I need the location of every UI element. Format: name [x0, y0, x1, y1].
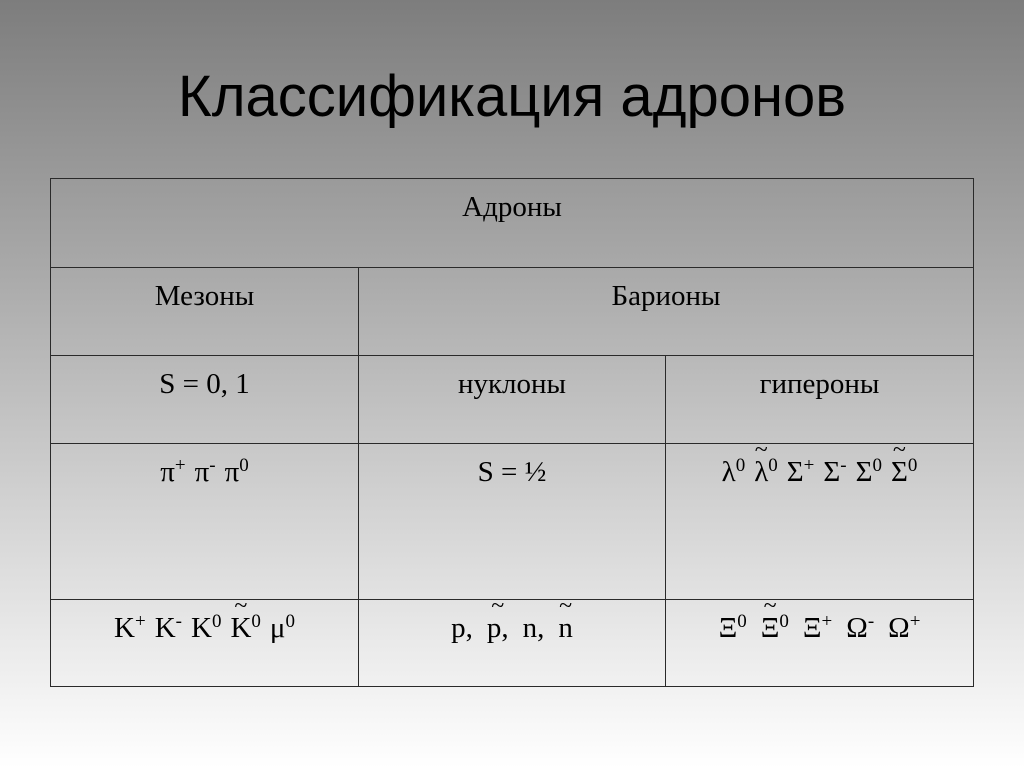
particle-symbol: π+ [160, 455, 186, 488]
particle-symbol: ~ $\Xi^0$ [761, 612, 789, 644]
particle-symbol: $\mu^0$ [269, 611, 295, 644]
particle-symbol: Σ+ [786, 455, 815, 488]
pion-list [51, 444, 359, 600]
nucleon-spin: S = ½ [359, 444, 666, 600]
meson-spin: S = 0, 1 [51, 356, 359, 444]
particle-symbol: $\lambda^0$ [721, 455, 746, 488]
particle-symbol: ~ n [558, 612, 573, 644]
particle-symbol: K- [154, 611, 182, 644]
hadron-classification-table [50, 178, 974, 687]
particle-symbol: π- [194, 455, 216, 488]
kaon-list [51, 600, 359, 687]
header-hadrons: Адроны [51, 179, 974, 268]
particle-symbol: Ω- [846, 611, 875, 644]
header-mesons: Мезоны [51, 268, 359, 356]
particle-symbol: Ξ+ [802, 611, 833, 644]
slide-title: Классификация адронов [177, 64, 847, 129]
particle-symbol: $\pi^0$ [224, 455, 249, 488]
header-baryons: Барионы [359, 268, 974, 356]
hyperon-list-1 [666, 444, 974, 600]
particle-symbol: ~ $\lambda^0$ [754, 456, 778, 488]
particle-symbol: ~ $K^0$ [230, 612, 260, 644]
header-hyperons: гипероны [666, 356, 974, 444]
particle-symbol: p, [451, 612, 473, 644]
hyperon-list-2 [666, 600, 974, 687]
header-nucleons: нуклоны [359, 356, 666, 444]
particle-symbol: $\Xi^0$ [718, 611, 747, 644]
particle-symbol: Ω+ [888, 611, 921, 644]
particle-symbol: ~ p, [487, 612, 509, 644]
particle-symbol: $\Sigma^0$ [855, 455, 882, 488]
particle-symbol: ~ $\Sigma^0$ [891, 456, 917, 488]
particle-symbol: K+ [114, 611, 146, 644]
particle-symbol: Σ- [823, 455, 847, 488]
particle-symbol: $K^0$ [190, 611, 222, 644]
nucleon-list [359, 600, 666, 687]
particle-symbol: n, [522, 612, 545, 644]
